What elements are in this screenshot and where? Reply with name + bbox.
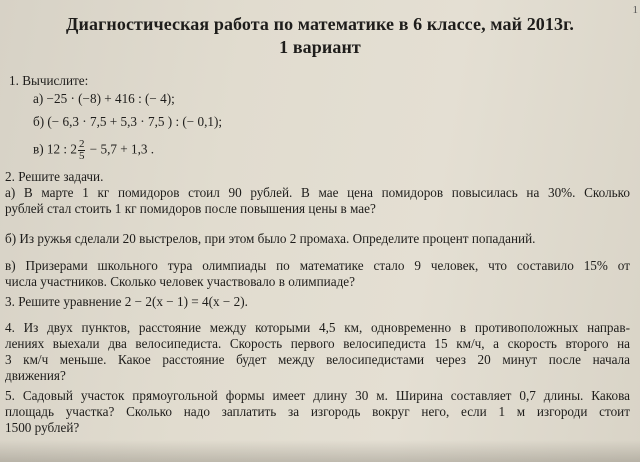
task1-item-b: б) (− 6,3 · 7,5 + 5,3 · 7,5 ) : (− 0,1);: [33, 114, 223, 129]
task2-a-line1: а) В марте 1 кг помидоров стоил 90 рублей. В мае цена помидоров повысилась на 30%. Сколько: [5, 185, 630, 200]
task5-line1: 5. Садовый участок прямоугольной формы имеет длину 30 м. Ширина составляет 0,7 длины. Какова: [5, 388, 630, 403]
task2-c-line1: в) Призерами школьного тура олимпиады по математике стало 9 человек, что составило 15% от: [5, 258, 630, 273]
task5-block: [5, 388, 630, 436]
task2-item-a: [5, 185, 630, 217]
task5-line2: площадь участка? Сколько надо заплатить за изгородь вокруг него, если 1 м изгороди стоит: [5, 404, 630, 419]
title-line-1: Диагностическая работа по математике в 6 классе, май 2013г.: [66, 14, 574, 34]
task1-c-prefix: в) 12 : 2: [33, 141, 77, 157]
task2-item-c: [5, 258, 630, 290]
task2-a-line2: рублей стал стоить 1 кг помидоров после повышения цены в мае?: [5, 201, 376, 216]
task1-c-fraction: [78, 139, 86, 162]
worksheet-title: [0, 13, 640, 58]
task1-item-a: а) −25 · (−8) + 416 : (− 4);: [33, 91, 175, 106]
task4-line1: 4. Из двух пунктов, расстояние между которыми 4,5 км, одновременно в противоположных направ-: [5, 320, 630, 335]
task1-item-c: [33, 139, 154, 162]
task2-item-b: [5, 231, 605, 247]
task2-c-line2: числа участников. Сколько человек участвовало в олимпиаде?: [5, 274, 356, 289]
fraction-numerator: 2: [78, 138, 85, 150]
task4-line4: движения?: [5, 368, 66, 383]
title-line-2: 1 вариант: [279, 37, 361, 57]
task2-b-line1: б) Из ружья сделали 20 выстрелов, при этом было 2 промаха. Определите процент попаданий.: [5, 231, 536, 246]
task5-line3: 1500 рублей?: [5, 420, 80, 435]
task4-line3: 3 км/ч меньше. Какое расстояние будет между велосипедистами через 20 минут после начала: [5, 352, 630, 367]
task3-text: 3. Решите уравнение 2 − 2(x − 1) = 4(x − 2).: [5, 294, 248, 309]
page-bottom-shadow: [0, 440, 640, 462]
task2-heading: 2. Решите задачи.: [5, 169, 104, 184]
task1-c-suffix: − 5,7 + 1,3 .: [86, 141, 155, 157]
fraction-denominator: 5: [78, 150, 85, 162]
page-number: 1: [632, 4, 638, 16]
task1-heading: 1. Вычислите:: [9, 73, 89, 88]
task4-line2: лениях выехали два велосипедиста. Скорость первого велосипедиста 15 км/ч, а скорость второго на: [5, 336, 630, 351]
task4-block: [5, 320, 630, 384]
